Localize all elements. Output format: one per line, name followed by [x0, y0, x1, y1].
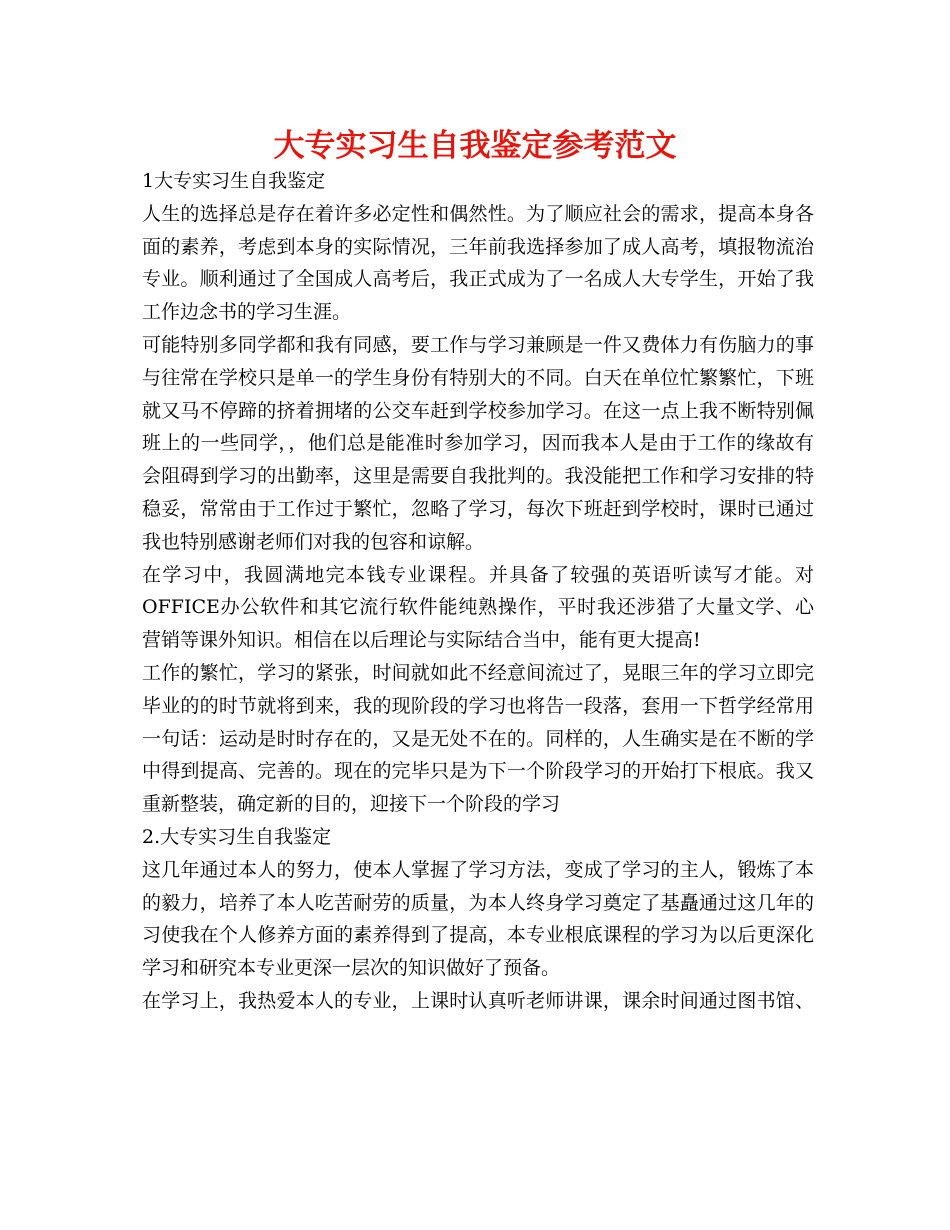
text-line: 一句话：运动是时时存在的，又是无处不在的。同样的，人生确实是在不断的学 [142, 727, 814, 750]
text-line: 这几年通过本人的努力，使本人掌握了学习方法，变成了学习的主人，锻炼了本 [142, 858, 814, 881]
text-line: 会阻碍到学习的出勤率，这里是需要自我批判的。我没能把工作和学习安排的特 [142, 465, 814, 488]
text-line: 在学习上，我热爱本人的专业，上课时认真听老师讲课，课余时间通过图书馆、 [142, 989, 814, 1012]
text-line: 可能特别多同学都和我有同感，要工作与学习兼顾是一件又费体力有伤脑力的事 [142, 333, 814, 356]
text-line: 专业。顺利通过了全国成人高考后，我正式成为了一名成人大专学生，开始了我 [142, 268, 814, 291]
text-line: 工作边念书的学习生涯。 [142, 301, 352, 324]
document-body [142, 165, 814, 1018]
text-line: 1大专实习生自我鉴定 [142, 170, 326, 192]
text-line: 稳妥，常常由于工作过于繁忙，忽略了学习，每次下班赶到学校时，课时已通过 [142, 497, 814, 520]
text-line: 在学习中，我圆满地完本钱专业课程。并具备了较强的英语听读写才能。对 [142, 563, 814, 586]
text-line: 面的素养，考虑到本身的实际情况，三年前我选择参加了成人高考，填报物流治 [142, 235, 814, 258]
text-line: 人生的选择总是存在着许多必定性和偶然性。为了顺应社会的需求，提高本身各 [142, 202, 814, 225]
document-title: 大专实习生自我鉴定参考范文 [273, 128, 677, 164]
text-line: 习使我在个人修养方面的素养得到了提高，本专业根底课程的学习为以后更深化 [142, 924, 814, 947]
text-line: 工作的繁忙，学习的紧张，时间就如此不经意间流过了，晃眼三年的学习立即完 [142, 661, 814, 684]
text-line: 的毅力，培养了本人吃苦耐劳的质量，为本人终身学习奠定了基矗通过这几年的 [142, 891, 814, 914]
text-line: OFFICE办公软件和其它流行软件能纯熟操作，平时我还涉猎了大量文学、心 [142, 596, 814, 619]
text-line: 就又马不停蹄的挤着拥堵的公交车赶到学校参加学习。在这一点上我不断特别佩 [142, 399, 814, 422]
text-line: 学习和研究本专业更深一层次的知识做好了预备。 [142, 957, 561, 980]
text-line: 班上的一些同学，，他们总是能准时参加学习，因而我本人是由于工作的缘故有 [142, 432, 814, 455]
text-line: 与往常在学校只是单一的学生身份有特别大的不同。白天在单位忙繁繁忙，下班 [142, 366, 814, 389]
text-line: 毕业的的时节就将到来，我的现阶段的学习也将告一段落，套用一下哲学经常用 [142, 694, 814, 717]
text-line: 重新整装，确定新的目的，迎接下一个阶段的学习 [142, 793, 561, 816]
text-line: 中得到提高、完善的。现在的完毕只是为下一个阶段学习的开始打下根底。我又 [142, 760, 814, 783]
text-line: 2.大专实习生自我鉴定 [142, 825, 332, 848]
text-line: 我也特别感谢老师们对我的包容和谅解。 [142, 530, 485, 553]
text-line: 营销等课外知识。相信在以后理论与实际结合当中，能有更大提高! [142, 629, 701, 652]
